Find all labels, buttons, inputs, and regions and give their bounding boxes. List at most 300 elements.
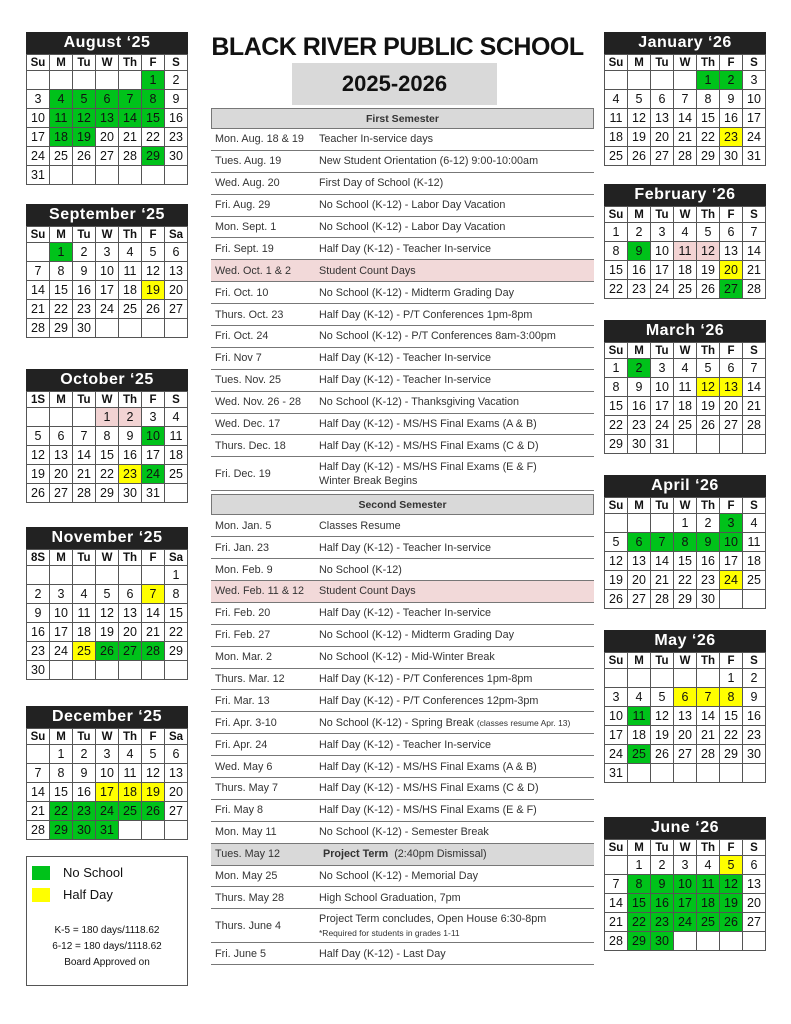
day-cell: 21 [743,261,766,280]
day-cell: 7 [27,262,50,281]
event-row [211,581,594,603]
event-row [211,151,594,173]
event-row [211,195,594,217]
day-cell: 15 [720,707,743,726]
calendar-grid [604,497,766,609]
weekday-header: Su [605,498,628,514]
weekday-header: Th [119,227,142,243]
day-cell: 9 [119,427,142,446]
event-date: Tues. May 12 [215,848,281,861]
weekday-header: S [743,840,766,856]
day-cell: 19 [96,623,119,642]
day-cell: 16 [73,281,96,300]
day-cell: 23 [628,416,651,435]
legend-no-school [32,865,123,880]
half-day-swatch [32,888,50,902]
day-cell: 18 [743,552,766,571]
day-cell: 25 [697,913,720,932]
event-text: Teacher In-service days [319,133,434,146]
day-cell [50,166,73,185]
event-text: Half Day (K-12) - Teacher In-service [319,607,492,620]
day-cell: 26 [605,590,628,609]
event-date: Fri. Jan. 23 [215,541,270,554]
day-cell: 14 [605,894,628,913]
day-cell: 3 [142,408,165,427]
event-text: Half Day (K-12) - MS/HS Final Exams (C & D) [319,439,539,452]
weekday-header: M [628,55,651,71]
day-cell: 1 [165,566,188,585]
day-cell: 20 [651,128,674,147]
day-cell: 13 [743,875,766,894]
weekday-header: Th [697,653,720,669]
day-cell [743,590,766,609]
event-row [211,326,594,348]
day-cell: 8 [697,90,720,109]
day-cell: 11 [628,707,651,726]
day-cell: 18 [628,726,651,745]
day-cell: 8 [50,262,73,281]
day-cell: 13 [720,378,743,397]
calendar-title: February ‘26 [604,184,766,206]
event-row [211,370,594,392]
day-cell [720,590,743,609]
calendar-title: December ‘25 [26,706,188,728]
event-text: Half Day (K-12) - Last Day [319,947,446,960]
day-cell: 8 [605,378,628,397]
day-cell [165,166,188,185]
day-cell: 26 [720,913,743,932]
day-cell: 2 [73,745,96,764]
calendar-title: November ‘25 [26,527,188,549]
event-date: Wed. Nov. 26 - 28 [215,396,302,409]
day-cell: 17 [96,783,119,802]
day-cell: 11 [605,109,628,128]
day-cell: 7 [73,427,96,446]
event-description [319,351,594,365]
day-cell: 27 [720,280,743,299]
day-cell: 25 [628,745,651,764]
day-cell: 10 [651,242,674,261]
event-description [319,242,594,256]
day-cell: 19 [27,465,50,484]
day-cell: 7 [697,688,720,707]
day-cell [743,932,766,951]
event-text: No School (K-12) - Midterm Grading Day [319,286,515,299]
weekday-header: S [743,498,766,514]
event-date: Wed. Aug. 20 [215,177,280,190]
day-cell: 7 [605,875,628,894]
event-description [319,308,594,322]
event-note: (classes resume Apr. 13) [476,717,571,728]
calendar-june [604,817,766,951]
event-date: Wed. Feb. 11 & 12 [215,585,305,598]
day-cell: 15 [165,604,188,623]
calendar-title: March ‘26 [604,320,766,342]
event-date: Fri. Dec. 19 [215,467,271,480]
weekday-header: M [628,343,651,359]
day-cell: 10 [96,262,119,281]
day-cell: 9 [628,378,651,397]
day-cell: 29 [165,642,188,661]
weekday-header: W [96,550,119,566]
day-cell: 6 [651,90,674,109]
day-cell: 3 [651,223,674,242]
event-row [211,866,594,888]
day-cell: 15 [96,446,119,465]
first-semester-header: First Semester [211,108,594,129]
day-cell: 30 [651,932,674,951]
day-cell: 21 [142,623,165,642]
day-cell: 19 [697,397,720,416]
event-text: Half Day (K-12) - P/T Conferences 1pm-8pm [319,672,533,685]
weekday-header: Th [697,207,720,223]
weekday-header: Su [605,343,628,359]
day-cell: 6 [720,223,743,242]
calendar-grid [604,342,766,454]
day-cell: 12 [142,262,165,281]
weekday-header: Tu [73,227,96,243]
calendar-title: January ‘26 [604,32,766,54]
day-cell: 20 [119,623,142,642]
weekday-header: M [50,55,73,71]
event-date: Thurs. May 28 [215,891,285,904]
day-cell: 7 [651,533,674,552]
day-cell: 22 [50,300,73,319]
day-cell: 18 [50,128,73,147]
day-cell: 29 [720,745,743,764]
day-cell: 2 [743,669,766,688]
day-cell: 29 [142,147,165,166]
day-cell: 17 [142,446,165,465]
day-cell: 23 [651,913,674,932]
day-cell: 5 [27,427,50,446]
day-cell: 17 [720,552,743,571]
weekday-header: S [743,207,766,223]
weekday-header: Tu [73,550,96,566]
weekday-header: M [628,653,651,669]
day-cell: 6 [674,688,697,707]
day-cell: 28 [119,147,142,166]
day-cell: 1 [142,71,165,90]
day-cell [119,566,142,585]
day-cell: 15 [142,109,165,128]
weekday-header: M [628,840,651,856]
day-cell: 26 [142,802,165,821]
day-cell: 18 [119,281,142,300]
day-cell: 1 [720,669,743,688]
day-cell: 8 [720,688,743,707]
weekday-header: Tu [651,653,674,669]
event-date: Wed. May 6 [215,760,273,773]
day-cell: 16 [743,707,766,726]
calendar-title: May ‘26 [604,630,766,652]
day-cell: 22 [165,623,188,642]
day-cell: 21 [697,726,720,745]
day-cell: 18 [605,128,628,147]
day-cell: 12 [697,378,720,397]
weekday-header: F [720,653,743,669]
weekday-header: Th [119,55,142,71]
event-row [211,690,594,712]
event-row [211,712,594,734]
school-title: BLACK RIVER PUBLIC SCHOOL [211,33,584,61]
day-cell: 6 [628,533,651,552]
day-cell [96,566,119,585]
weekday-header: F [720,498,743,514]
day-cell: 22 [697,128,720,147]
weekday-header: Th [119,392,142,408]
weekday-header: W [674,653,697,669]
event-row [211,603,594,625]
day-cell: 3 [651,359,674,378]
day-cell: 2 [628,359,651,378]
day-cell [651,514,674,533]
day-cell [96,166,119,185]
day-cell: 27 [165,802,188,821]
weekday-header: M [628,498,651,514]
weekday-header: Th [697,498,720,514]
weekday-header: W [96,227,119,243]
day-cell: 25 [73,642,96,661]
day-cell: 10 [674,875,697,894]
day-cell [165,319,188,338]
day-cell [50,408,73,427]
day-cell: 16 [651,894,674,913]
day-cell: 26 [697,416,720,435]
day-cell: 26 [142,300,165,319]
day-cell: 9 [628,242,651,261]
day-cell: 3 [50,585,73,604]
event-text: Half Day (K-12) - P/T Conferences 1pm-8pm [319,308,533,321]
day-cell: 16 [165,109,188,128]
day-cell: 30 [165,147,188,166]
day-cell: 11 [119,764,142,783]
calendar-title: June ‘26 [604,817,766,839]
day-cell: 20 [165,783,188,802]
weekday-header: S [165,392,188,408]
event-description [319,439,594,453]
day-cell: 6 [165,243,188,262]
weekday-header: Su [605,653,628,669]
weekday-header: F [142,392,165,408]
day-cell: 20 [674,726,697,745]
day-cell: 12 [720,875,743,894]
day-cell: 28 [142,642,165,661]
calendar-december [26,706,188,840]
day-cell: 19 [605,571,628,590]
event-text: Half Day (K-12) - MS/HS Final Exams (A & B) [319,760,537,773]
weekday-header: Su [27,55,50,71]
day-cell: 10 [96,764,119,783]
calendar-august [26,32,188,185]
event-text: No School (K-12) - P/T Conferences 8am-3:00pm [319,330,556,343]
day-cell: 25 [743,571,766,590]
event-text: Half Day (K-12) - MS/HS Final Exams (E & F) [319,460,537,473]
weekday-header: F [720,55,743,71]
day-cell [142,566,165,585]
weekday-header: M [50,550,73,566]
event-row [211,304,594,326]
day-cell: 2 [165,71,188,90]
day-cell: 20 [50,465,73,484]
day-cell: 8 [50,764,73,783]
weekday-header: S [743,653,766,669]
event-date: Fri. June 5 [215,947,267,960]
day-cell [96,319,119,338]
weekday-header: Su [605,55,628,71]
day-cell: 1 [605,223,628,242]
weekday-header: Th [119,550,142,566]
day-cell: 21 [27,300,50,319]
day-cell: 23 [720,128,743,147]
day-cell: 30 [697,590,720,609]
event-row [211,457,594,491]
event-description [319,628,594,642]
day-cell [73,566,96,585]
day-cell: 2 [628,223,651,242]
day-cell [674,669,697,688]
day-cell: 9 [720,90,743,109]
event-row [211,800,594,822]
day-cell: 22 [628,913,651,932]
day-cell: 4 [119,745,142,764]
event-row [211,282,594,304]
weekday-header: W [96,729,119,745]
day-cell: 9 [73,262,96,281]
event-text: No School (K-12) - Memorial Day [319,869,479,882]
event-date: Tues. Nov. 25 [215,374,282,387]
day-cell [73,71,96,90]
event-row [211,217,594,239]
day-cell [119,661,142,680]
event-date: Mon. Feb. 9 [215,563,273,576]
day-cell: 25 [674,416,697,435]
day-cell: 23 [697,571,720,590]
day-cell: 27 [96,147,119,166]
weekday-header: S [743,55,766,71]
day-cell: 28 [651,590,674,609]
event-description [319,417,594,431]
day-cell: 16 [697,552,720,571]
day-cell: 1 [697,71,720,90]
weekday-header: W [674,840,697,856]
day-cell: 19 [697,261,720,280]
day-cell: 31 [96,821,119,840]
day-cell: 27 [674,745,697,764]
event-date: Fri. May 8 [215,804,263,817]
day-cell: 12 [628,109,651,128]
day-cell: 20 [720,397,743,416]
event-row [211,559,594,581]
day-cell: 5 [142,745,165,764]
day-cell: 26 [628,147,651,166]
events-table [211,108,594,965]
day-cell: 24 [50,642,73,661]
weekday-header: Sa [165,729,188,745]
event-date: Thurs. Mar. 12 [215,672,285,685]
event-date: Fri. Aug. 29 [215,199,271,212]
day-cell: 27 [165,300,188,319]
weekday-header: Tu [73,729,96,745]
day-cell: 30 [628,435,651,454]
day-cell: 16 [720,109,743,128]
day-cell: 31 [743,147,766,166]
day-cell: 5 [96,585,119,604]
day-cell: 9 [73,764,96,783]
day-cell [73,661,96,680]
event-date: Fri. Feb. 27 [215,629,271,642]
day-cell: 19 [651,726,674,745]
day-cell: 26 [96,642,119,661]
day-cell: 24 [27,147,50,166]
day-cell: 11 [50,109,73,128]
day-cell: 24 [142,465,165,484]
event-text: Half Day (K-12) - Teacher In-service [319,242,492,255]
day-cell: 28 [73,484,96,503]
day-cell: 19 [720,894,743,913]
day-cell: 23 [27,642,50,661]
day-cell [628,764,651,783]
event-text: No School (K-12) - Labor Day Vacation [319,221,506,233]
day-cell: 10 [50,604,73,623]
event-row [211,822,594,844]
day-cell [119,821,142,840]
day-cell: 10 [651,378,674,397]
day-cell: 1 [50,745,73,764]
day-cell [674,71,697,90]
event-description [319,286,594,300]
event-date: Fri. Oct. 10 [215,286,269,299]
event-date: Wed. Oct. 1 & 2 [215,264,292,277]
event-description [319,781,594,795]
event-description [319,672,594,686]
event-description [319,825,594,839]
weekday-header: Tu [73,55,96,71]
event-date: Fri. Oct. 24 [215,330,269,343]
event-description [319,373,594,387]
day-cell: 15 [697,109,720,128]
day-cell: 5 [651,688,674,707]
weekday-header: Tu [651,840,674,856]
day-cell: 13 [119,604,142,623]
weekday-header: Su [605,207,628,223]
day-cell: 18 [119,783,142,802]
event-description [319,869,594,883]
day-cell: 17 [605,726,628,745]
event-row [211,943,594,965]
day-cell [119,319,142,338]
weekday-header: Tu [73,392,96,408]
day-cell: 23 [73,300,96,319]
event-text: Half Day (K-12) - MS/HS Final Exams (E & F) [319,804,537,817]
day-cell: 20 [165,281,188,300]
no-school-swatch [32,866,50,880]
day-cell: 28 [605,932,628,951]
day-cell: 15 [50,281,73,300]
day-cell [142,319,165,338]
event-text: Project Term concludes, Open House 6:30-8pm [319,912,547,925]
day-cell [605,514,628,533]
day-cell: 6 [119,585,142,604]
event-text: (2:40pm Dismissal) [394,848,487,861]
event-date: Tues. Aug. 19 [215,155,282,168]
event-row [211,844,594,866]
day-cell: 12 [96,604,119,623]
day-cell: 13 [96,109,119,128]
calendar-september [26,204,188,338]
weekday-header: S [743,343,766,359]
event-text: No School (K-12) - Thanksgiving Vacation [319,396,520,409]
